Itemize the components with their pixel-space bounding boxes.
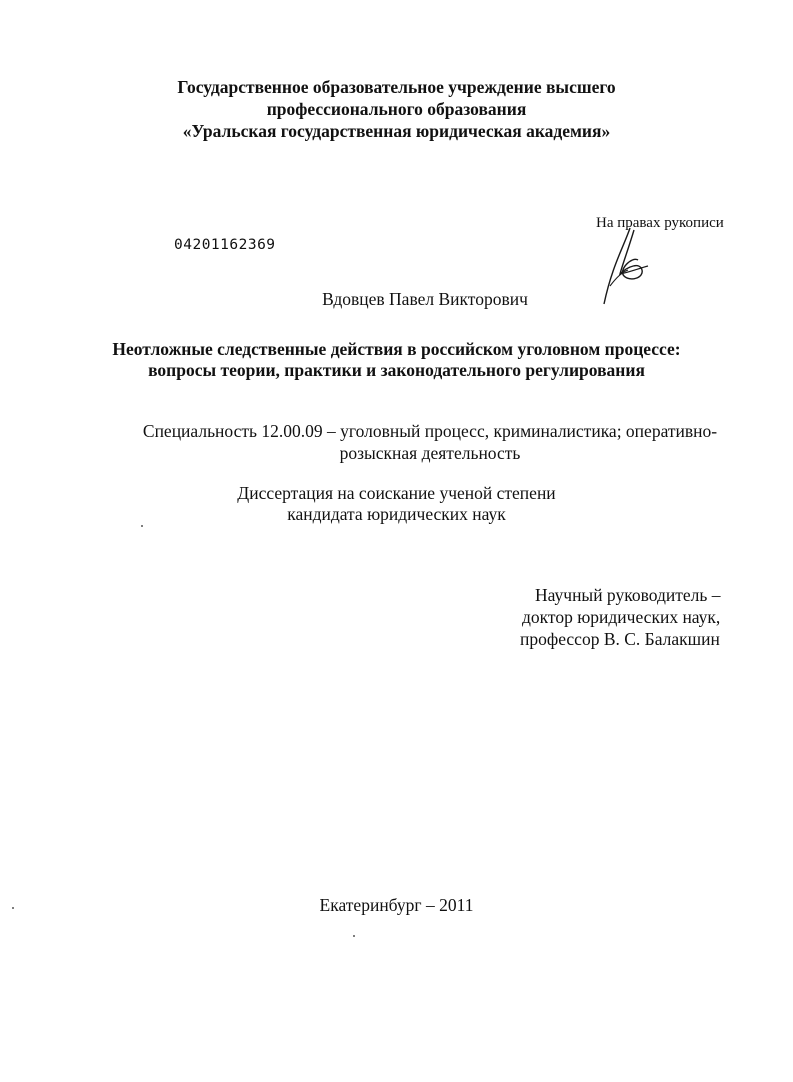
- degree-line-1: Диссертация на соискание ученой степени: [237, 483, 556, 503]
- city-year: Екатеринбург – 2011: [319, 895, 474, 915]
- manuscript-note: На правах рукописи: [596, 215, 724, 231]
- institution-block: [0, 76, 793, 142]
- dissertation-title: [0, 339, 793, 381]
- title-line-1: Неотложные следственные действия в российском уголовном процессе:: [112, 339, 681, 359]
- degree-statement: [0, 483, 793, 525]
- institution-line-3: «Уральская государственная юридическая академия»: [182, 121, 611, 141]
- degree-line-2: кандидата юридических наук: [287, 504, 506, 524]
- scan-speck: [141, 525, 143, 527]
- institution-line-2: профессионального образования: [266, 99, 527, 119]
- supervisor-line-3: профессор В. С. Балакшин: [520, 629, 720, 649]
- scan-speck: [12, 907, 14, 909]
- specialty-line-2: розыскная деятельность: [339, 443, 521, 463]
- specialty-line-1: Специальность 12.00.09 – уголовный процесс, криминалистика; оперативно-: [142, 421, 718, 441]
- supervisor-line-1: Научный руководитель –: [535, 585, 721, 605]
- supervisor-block: [520, 584, 720, 650]
- supervisor-line-2: доктор юридических наук,: [522, 607, 721, 627]
- document-code: 04201162369: [174, 237, 276, 253]
- specialty: [110, 420, 750, 464]
- title-line-2: вопросы теории, практики и законодательного регулирования: [148, 360, 645, 380]
- institution-line-1: Государственное образовательное учреждение высшего: [177, 77, 616, 97]
- author-name: Вдовцев Павел Викторович: [322, 289, 528, 309]
- scan-speck: [353, 935, 355, 937]
